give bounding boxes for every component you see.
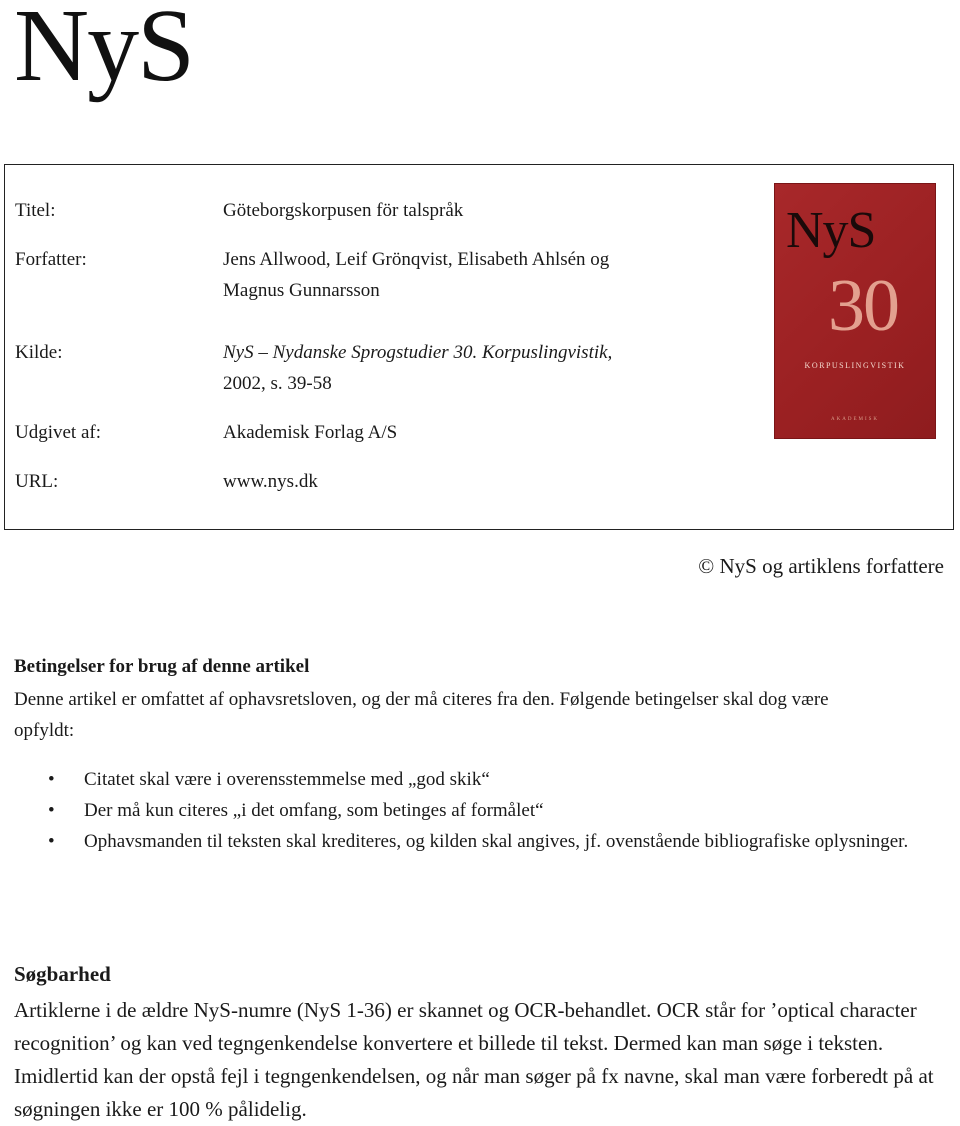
cover-subtitle: KORPUSLINGVISTIK: [804, 361, 906, 370]
author-line-1: Jens Allwood, Leif Grönqvist, Elisabeth Ahlsén og: [223, 249, 610, 270]
list-item-text: Der må kun citeres „i det omfang, som betinges af formålet“: [84, 800, 544, 821]
bullet-icon: •: [48, 831, 55, 852]
cover-brand: NyS: [786, 202, 876, 259]
title-label: Titel:: [15, 200, 56, 221]
publisher-label: Udgivet af:: [15, 422, 102, 443]
bibliographic-info-box: [4, 164, 954, 530]
conditions-heading: Betingelser for brug af denne artikel: [14, 656, 310, 677]
search-heading: Søgbarhed: [14, 962, 111, 986]
bullet-icon: •: [48, 800, 55, 821]
url-link[interactable]: www.nys.dk: [223, 471, 318, 492]
copyright-notice: © NyS og artiklens forfattere: [698, 554, 944, 578]
conditions-intro-line-2: opfyldt:: [14, 720, 75, 741]
list-item-text: Ophavsmanden til teksten skal krediteres, og kilden skal angives, jf. ovenstående bibliografiske oplysninger.: [84, 831, 909, 852]
author-line-2: Magnus Gunnarsson: [223, 280, 380, 301]
source-value: [223, 337, 703, 399]
nys-logo: NyS: [14, 0, 193, 103]
source-line-1: NyS – Nydanske Sprogstudier 30. Korpuslingvistik,: [223, 342, 613, 363]
cover-publisher: AKADEMISK: [831, 417, 879, 422]
list-item-text: Citatet skal være i overensstemmelse med „god skik“: [84, 769, 490, 790]
author-label: Forfatter:: [15, 249, 87, 270]
journal-cover-image: [774, 183, 936, 439]
list-item: [48, 795, 928, 826]
publisher-value: Akademisk Forlag A/S: [223, 422, 398, 443]
conditions-intro: [14, 684, 934, 746]
cover-issue-number: 30: [828, 265, 898, 347]
bullet-icon: •: [48, 769, 55, 790]
title-value: Göteborgskorpusen för talspråk: [223, 200, 464, 221]
conditions-intro-line-1: Denne artikel er omfattet af ophavsretsloven, og der må citeres fra den. Følgende betingelser skal dog være: [14, 689, 829, 710]
url-label: URL:: [15, 471, 59, 492]
conditions-list: [48, 764, 928, 857]
author-value: [223, 244, 703, 306]
source-line-2: 2002, s. 39-58: [223, 373, 332, 394]
list-item: [48, 764, 928, 795]
list-item: [48, 826, 928, 857]
source-label: Kilde:: [15, 342, 63, 363]
search-body: Artiklerne i de ældre NyS-numre (NyS 1-36) er skannet og OCR-behandlet. OCR står for ’optical character recognition’ og kan ved tegngenkendelse konvertere et billede til tekst. Dermed kan man søge i teksten. Imidlertid kan der opstå fejl i tegngenkendelsen, og når man søger på fx navne, skal man være forberedt på at søgningen ikke er 100 % pålidelig.: [14, 998, 934, 1121]
